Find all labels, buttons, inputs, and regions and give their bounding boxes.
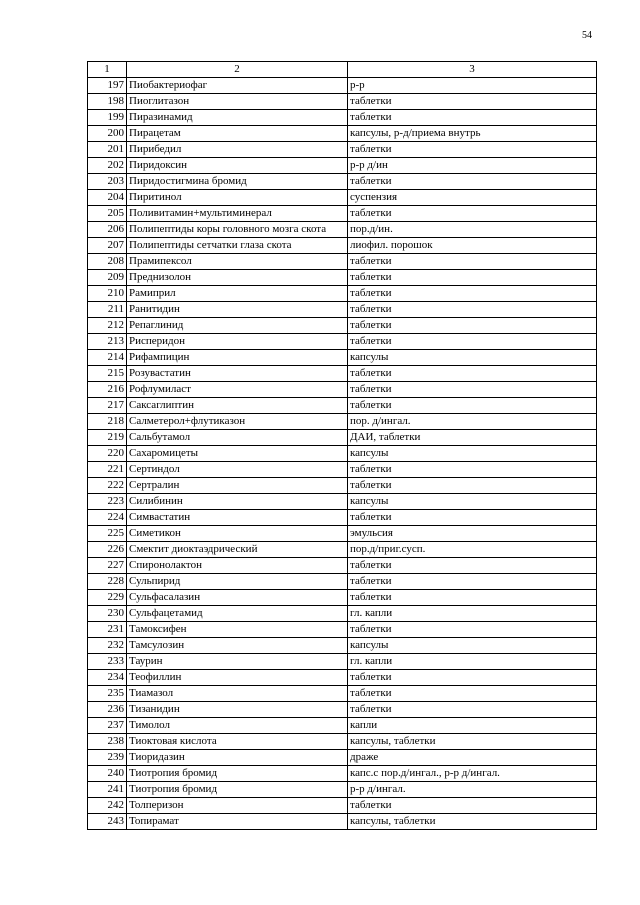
row-number: 235	[88, 686, 127, 702]
dosage-form: таблетки	[348, 318, 597, 334]
dosage-form: таблетки	[348, 590, 597, 606]
drug-name: Рамиприл	[127, 286, 348, 302]
row-number: 222	[88, 478, 127, 494]
row-number: 227	[88, 558, 127, 574]
drug-name: Розувастатин	[127, 366, 348, 382]
table-row	[88, 94, 597, 110]
table-row	[88, 814, 597, 830]
dosage-form: таблетки	[348, 142, 597, 158]
drug-name: Пиридоксин	[127, 158, 348, 174]
table-row	[88, 734, 597, 750]
row-number: 212	[88, 318, 127, 334]
row-number: 220	[88, 446, 127, 462]
row-number: 231	[88, 622, 127, 638]
row-number: 239	[88, 750, 127, 766]
drug-name: Теофиллин	[127, 670, 348, 686]
table-row	[88, 270, 597, 286]
drug-name: Тамоксифен	[127, 622, 348, 638]
drug-name: Тимолол	[127, 718, 348, 734]
row-number: 218	[88, 414, 127, 430]
drug-name: Симетикон	[127, 526, 348, 542]
dosage-form: таблетки	[348, 462, 597, 478]
drug-name: Силибинин	[127, 494, 348, 510]
row-number: 204	[88, 190, 127, 206]
table-row	[88, 190, 597, 206]
dosage-form: таблетки	[348, 334, 597, 350]
row-number: 201	[88, 142, 127, 158]
row-number: 206	[88, 222, 127, 238]
table-row	[88, 798, 597, 814]
drug-name: Тиотропия бромид	[127, 782, 348, 798]
dosage-form: таблетки	[348, 254, 597, 270]
drug-name: Пиразинамид	[127, 110, 348, 126]
dosage-form: капс.с пор.д/ингал., р-р д/ингал.	[348, 766, 597, 782]
dosage-form: таблетки	[348, 94, 597, 110]
column-header-form: 3	[348, 62, 597, 78]
row-number: 203	[88, 174, 127, 190]
table-row	[88, 430, 597, 446]
drug-name: Полипептиды сетчатки глаза скота	[127, 238, 348, 254]
table-row	[88, 398, 597, 414]
drug-name: Сахаромицеты	[127, 446, 348, 462]
dosage-form: капсулы, таблетки	[348, 814, 597, 830]
dosage-form: таблетки	[348, 574, 597, 590]
dosage-form: таблетки	[348, 702, 597, 718]
dosage-form: пор.д/ин.	[348, 222, 597, 238]
drug-name: Смектит диоктаэдрический	[127, 542, 348, 558]
drug-name: Тамсулозин	[127, 638, 348, 654]
drug-name: Преднизолон	[127, 270, 348, 286]
dosage-form: таблетки	[348, 670, 597, 686]
dosage-form: капли	[348, 718, 597, 734]
dosage-form: таблетки	[348, 558, 597, 574]
table-row	[88, 350, 597, 366]
row-number: 236	[88, 702, 127, 718]
dosage-form: р-р д/ингал.	[348, 782, 597, 798]
table-row	[88, 622, 597, 638]
row-number: 232	[88, 638, 127, 654]
table-row	[88, 382, 597, 398]
row-number: 207	[88, 238, 127, 254]
dosage-form: капсулы	[348, 350, 597, 366]
drug-name: Прамипексол	[127, 254, 348, 270]
dosage-form: таблетки	[348, 398, 597, 414]
table-row	[88, 670, 597, 686]
drug-name: Симвастатин	[127, 510, 348, 526]
row-number: 240	[88, 766, 127, 782]
table-row	[88, 766, 597, 782]
table-row	[88, 510, 597, 526]
drug-name: Салметерол+флутиказон	[127, 414, 348, 430]
table-row	[88, 526, 597, 542]
row-number: 243	[88, 814, 127, 830]
row-number: 197	[88, 78, 127, 94]
dosage-form: гл. капли	[348, 654, 597, 670]
dosage-form: таблетки	[348, 286, 597, 302]
drug-name: Пирибедил	[127, 142, 348, 158]
row-number: 234	[88, 670, 127, 686]
table-row	[88, 318, 597, 334]
dosage-form: таблетки	[348, 110, 597, 126]
dosage-form: таблетки	[348, 174, 597, 190]
table-row	[88, 718, 597, 734]
row-number: 199	[88, 110, 127, 126]
row-number: 229	[88, 590, 127, 606]
drug-name: Тиотропия бромид	[127, 766, 348, 782]
row-number: 233	[88, 654, 127, 670]
column-header-number: 1	[88, 62, 127, 78]
dosage-form: р-р	[348, 78, 597, 94]
row-number: 221	[88, 462, 127, 478]
row-number: 228	[88, 574, 127, 590]
dosage-form: таблетки	[348, 302, 597, 318]
drug-name: Пиридостигмина бромид	[127, 174, 348, 190]
row-number: 210	[88, 286, 127, 302]
table-row	[88, 414, 597, 430]
table-row	[88, 494, 597, 510]
dosage-form: таблетки	[348, 270, 597, 286]
table-row	[88, 286, 597, 302]
dosage-form: таблетки	[348, 366, 597, 382]
row-number: 230	[88, 606, 127, 622]
dosage-form: таблетки	[348, 206, 597, 222]
row-number: 211	[88, 302, 127, 318]
row-number: 198	[88, 94, 127, 110]
drug-name: Тизанидин	[127, 702, 348, 718]
table-row	[88, 750, 597, 766]
dosage-form: таблетки	[348, 510, 597, 526]
column-header-name: 2	[127, 62, 348, 78]
dosage-form: таблетки	[348, 798, 597, 814]
drug-name: Тиамазол	[127, 686, 348, 702]
drug-name: Спиронолактон	[127, 558, 348, 574]
row-number: 238	[88, 734, 127, 750]
table-row	[88, 78, 597, 94]
table-row	[88, 638, 597, 654]
table-row	[88, 238, 597, 254]
drug-name: Поливитамин+мультиминерал	[127, 206, 348, 222]
row-number: 214	[88, 350, 127, 366]
table-row	[88, 222, 597, 238]
dosage-form: р-р д/ин	[348, 158, 597, 174]
row-number: 216	[88, 382, 127, 398]
drug-table	[87, 61, 597, 830]
table-row	[88, 542, 597, 558]
row-number: 241	[88, 782, 127, 798]
dosage-form: лиофил. порошок	[348, 238, 597, 254]
drug-name: Рифампицин	[127, 350, 348, 366]
row-number: 223	[88, 494, 127, 510]
dosage-form: таблетки	[348, 686, 597, 702]
table-row	[88, 558, 597, 574]
drug-name: Пиобактериофаг	[127, 78, 348, 94]
drug-name: Тиоридазин	[127, 750, 348, 766]
row-number: 208	[88, 254, 127, 270]
drug-name: Таурин	[127, 654, 348, 670]
table-header-row	[88, 62, 597, 78]
row-number: 237	[88, 718, 127, 734]
table-row	[88, 702, 597, 718]
table-row	[88, 110, 597, 126]
drug-name: Пиоглитазон	[127, 94, 348, 110]
drug-name: Рисперидон	[127, 334, 348, 350]
row-number: 242	[88, 798, 127, 814]
table-row	[88, 126, 597, 142]
row-number: 219	[88, 430, 127, 446]
row-number: 225	[88, 526, 127, 542]
dosage-form: эмульсия	[348, 526, 597, 542]
drug-name: Толперизон	[127, 798, 348, 814]
drug-name: Сульпирид	[127, 574, 348, 590]
drug-name: Ранитидин	[127, 302, 348, 318]
dosage-form: таблетки	[348, 622, 597, 638]
table-row	[88, 462, 597, 478]
row-number: 217	[88, 398, 127, 414]
table-row	[88, 590, 597, 606]
row-number: 202	[88, 158, 127, 174]
table-row	[88, 254, 597, 270]
table-row	[88, 686, 597, 702]
table-row	[88, 158, 597, 174]
drug-name: Рофлумиласт	[127, 382, 348, 398]
drug-name: Пирацетам	[127, 126, 348, 142]
row-number: 213	[88, 334, 127, 350]
dosage-form: капсулы	[348, 494, 597, 510]
table-row	[88, 142, 597, 158]
drug-name: Репаглинид	[127, 318, 348, 334]
dosage-form: пор.д/приг.сусп.	[348, 542, 597, 558]
dosage-form: суспензия	[348, 190, 597, 206]
table-row	[88, 606, 597, 622]
table-row	[88, 782, 597, 798]
table-row	[88, 366, 597, 382]
table-row	[88, 174, 597, 190]
row-number: 224	[88, 510, 127, 526]
dosage-form: таблетки	[348, 382, 597, 398]
row-number: 209	[88, 270, 127, 286]
dosage-form: пор. д/ингал.	[348, 414, 597, 430]
table-row	[88, 574, 597, 590]
dosage-form: драже	[348, 750, 597, 766]
drug-name: Полипептиды коры головного мозга скота	[127, 222, 348, 238]
table-row	[88, 478, 597, 494]
drug-name: Сертралин	[127, 478, 348, 494]
drug-name: Пиритинол	[127, 190, 348, 206]
drug-name: Саксаглиптин	[127, 398, 348, 414]
table-row	[88, 334, 597, 350]
dosage-form: гл. капли	[348, 606, 597, 622]
dosage-form: таблетки	[348, 478, 597, 494]
drug-name: Сульфасалазин	[127, 590, 348, 606]
dosage-form: ДАИ, таблетки	[348, 430, 597, 446]
row-number: 205	[88, 206, 127, 222]
table-row	[88, 654, 597, 670]
row-number: 226	[88, 542, 127, 558]
row-number: 200	[88, 126, 127, 142]
dosage-form: капсулы	[348, 638, 597, 654]
drug-name: Топирамат	[127, 814, 348, 830]
drug-name: Тиоктовая кислота	[127, 734, 348, 750]
drug-name: Сертиндол	[127, 462, 348, 478]
table-body	[88, 78, 597, 830]
page-number: 54	[582, 30, 592, 41]
table-row	[88, 446, 597, 462]
table-row	[88, 206, 597, 222]
dosage-form: капсулы, р-д/приема внутрь	[348, 126, 597, 142]
dosage-form: капсулы	[348, 446, 597, 462]
row-number: 215	[88, 366, 127, 382]
dosage-form: капсулы, таблетки	[348, 734, 597, 750]
drug-name: Сальбутамол	[127, 430, 348, 446]
table-row	[88, 302, 597, 318]
drug-name: Сульфацетамид	[127, 606, 348, 622]
